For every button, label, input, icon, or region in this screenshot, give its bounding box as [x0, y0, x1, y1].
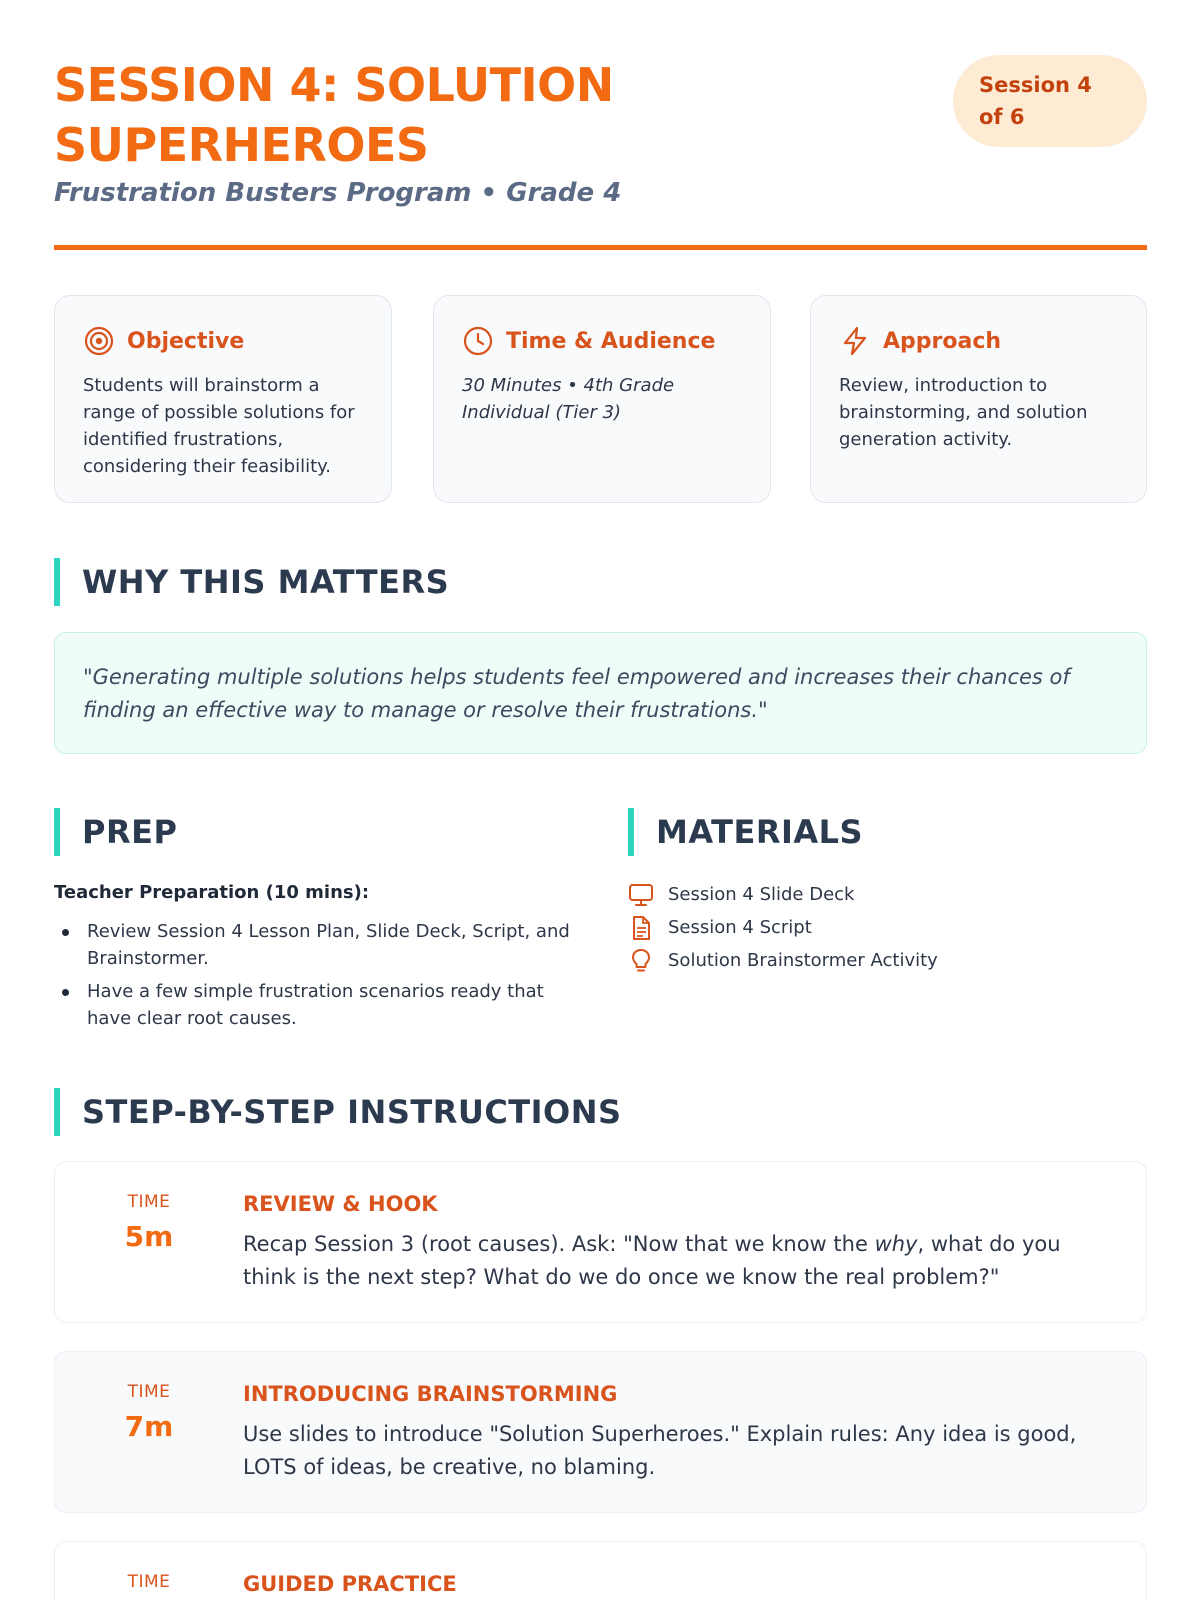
prep-list [54, 918, 584, 1038]
step-text [243, 1228, 1118, 1294]
objective-card [54, 295, 392, 503]
time-audience-title: Time & Audience [506, 328, 716, 354]
material-label: Solution Brainstormer Activity [668, 950, 938, 971]
objective-title: Objective [127, 328, 245, 354]
step-card [54, 1351, 1147, 1513]
prep-label: Teacher Preparation (10 mins): [54, 882, 370, 903]
lightbulb-icon [628, 948, 654, 974]
list-item [628, 878, 1128, 911]
lightning-icon [839, 325, 871, 357]
material-label: Session 4 Slide Deck [668, 884, 855, 905]
step-time: 7m [124, 1410, 174, 1443]
list-item [628, 911, 1128, 944]
steps-heading: STEP-BY-STEP INSTRUCTIONS [54, 1088, 622, 1136]
page-header [54, 55, 1147, 255]
step-title: REVIEW & HOOK [243, 1192, 438, 1216]
session-badge: Session 4 of 6 [953, 55, 1147, 147]
materials-heading: MATERIALS [628, 808, 863, 856]
document-icon [628, 915, 654, 941]
why-heading: WHY THIS MATTERS [54, 558, 449, 606]
step-title: GUIDED PRACTICE [243, 1572, 457, 1596]
lesson-plan-page [54, 0, 1147, 1600]
page-subtitle: Frustration Busters Program • Grade 4 [54, 178, 622, 208]
monitor-icon [628, 882, 654, 908]
time-audience-line-2: Individual (Tier 3) [462, 402, 622, 423]
why-quote: "Generating multiple solutions helps students feel empowered and increases their chances of finding an effective way to manage or resolve their frustrations." [54, 632, 1147, 754]
approach-text: Review, introduction to brainstorming, and solution generation activity. [839, 375, 1088, 450]
approach-card [810, 295, 1147, 503]
objective-text: Students will brainstorm a range of possible solutions for identified frustrations, considering their feasibility. [83, 375, 355, 477]
step-card [54, 1161, 1147, 1323]
list-item: Have a few simple frustration scenarios ready that have clear root causes. [54, 978, 584, 1032]
page-title: SESSION 4: SOLUTION SUPERHEROES [54, 58, 614, 172]
step-card [54, 1541, 1147, 1600]
target-icon [83, 325, 115, 357]
step-text-part: Recap Session 3 (root causes). Ask: "Now that we know the [243, 1232, 875, 1256]
step-time-label: TIME [127, 1572, 171, 1592]
header-divider [54, 245, 1147, 250]
time-audience-line-1: 30 Minutes • 4th Grade [462, 375, 675, 396]
list-item [628, 944, 1128, 977]
prep-heading: PREP [54, 808, 177, 856]
step-text: Use slides to introduce "Solution Superheroes." Explain rules: Any idea is good, LOTS of ideas, be creative, no blaming. [243, 1422, 1077, 1479]
material-label: Session 4 Script [668, 917, 812, 938]
step-time: 5m [124, 1220, 174, 1253]
step-time-label: TIME [127, 1382, 171, 1402]
time-audience-card [433, 295, 771, 503]
approach-title: Approach [883, 328, 1002, 354]
materials-list [628, 878, 1128, 977]
step-text-emphasis: why [874, 1232, 918, 1256]
step-text-part: , what do you think is the next step? What do we do once we know the real problem?" [243, 1232, 1061, 1289]
step-title: INTRODUCING BRAINSTORMING [243, 1382, 618, 1406]
list-item: Review Session 4 Lesson Plan, Slide Deck, Script, and Brainstormer. [54, 918, 584, 972]
step-time-label: TIME [127, 1192, 171, 1212]
clock-icon [462, 325, 494, 357]
